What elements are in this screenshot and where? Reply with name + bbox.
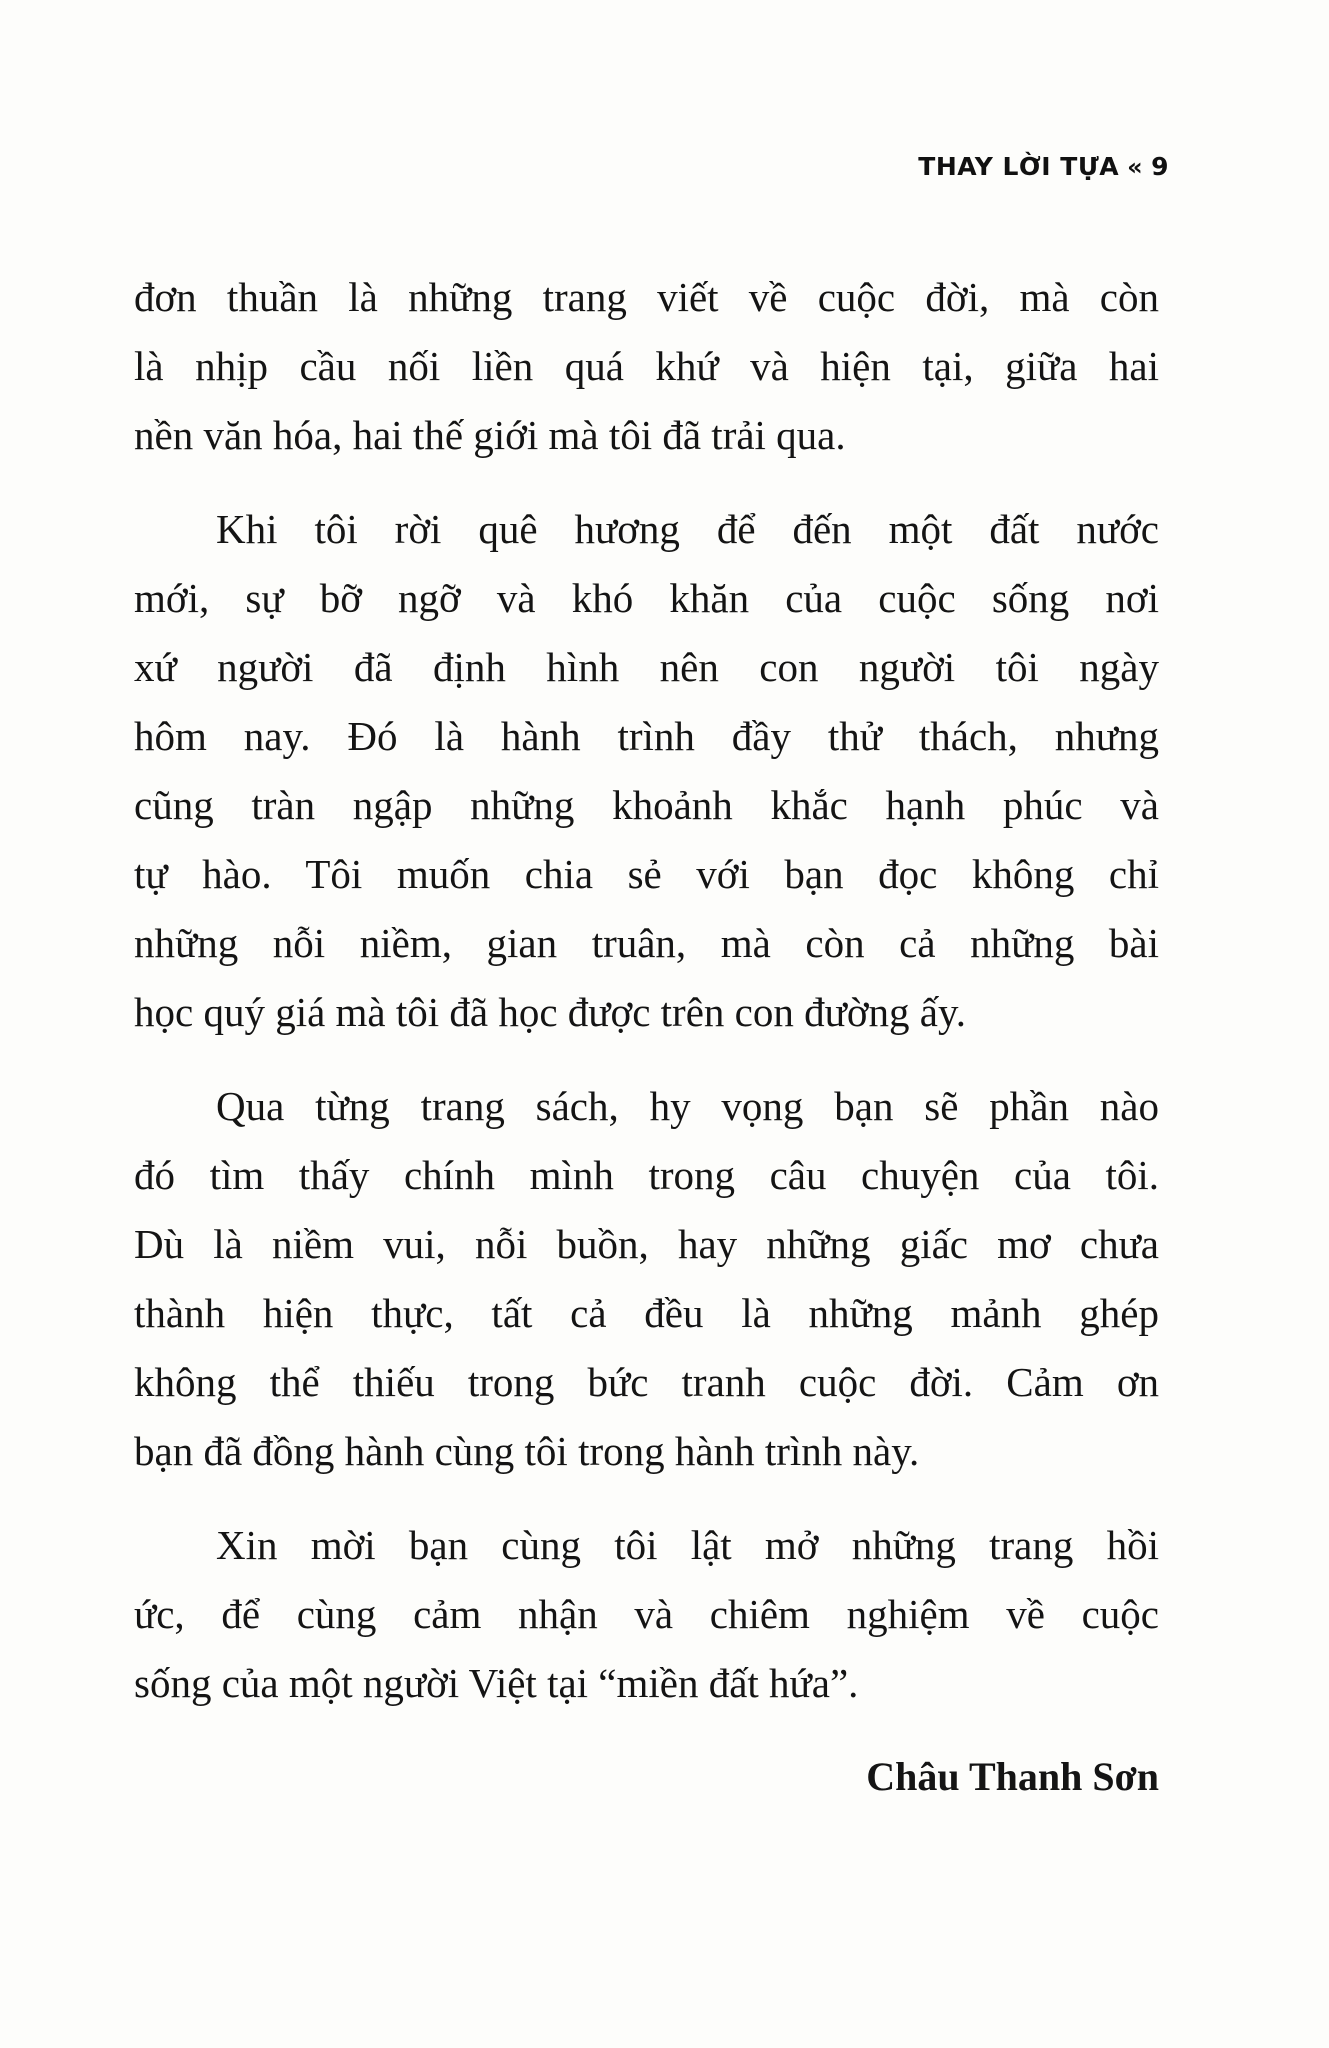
text-line: nền văn hóa, hai thế giới mà tôi đã trải qua. bbox=[134, 412, 846, 458]
running-header bbox=[918, 152, 1169, 181]
text-line: xứ người đã định hình nên con người tôi ngày bbox=[134, 644, 1159, 690]
text-line: đó tìm thấy chính mình trong câu chuyện của tôi. bbox=[134, 1152, 1159, 1198]
section-title: THAY LỜI TỰA bbox=[918, 152, 1120, 181]
page-marker-icon: « bbox=[1127, 152, 1144, 181]
text-line: cũng tràn ngập những khoảnh khắc hạnh phúc và bbox=[134, 782, 1159, 828]
text-line: hôm nay. Đó là hành trình đầy thử thách, nhưng bbox=[134, 713, 1159, 759]
text-line: những nỗi niềm, gian truân, mà còn cả những bài bbox=[134, 920, 1159, 966]
body-text bbox=[134, 263, 1159, 1718]
paragraph bbox=[134, 495, 1159, 1047]
page-number: 9 bbox=[1151, 152, 1169, 181]
text-line: không thể thiếu trong bức tranh cuộc đời. Cảm ơn bbox=[134, 1359, 1159, 1405]
text-line: Khi tôi rời quê hương để đến một đất nước bbox=[216, 506, 1159, 552]
text-line: Xin mời bạn cùng tôi lật mở những trang hồi bbox=[216, 1522, 1159, 1568]
text-line: đơn thuần là những trang viết về cuộc đời, mà còn bbox=[134, 274, 1159, 320]
text-line: bạn đã đồng hành cùng tôi trong hành trình này. bbox=[134, 1428, 920, 1474]
text-line: tự hào. Tôi muốn chia sẻ với bạn đọc không chỉ bbox=[134, 851, 1159, 897]
paragraph bbox=[134, 263, 1159, 470]
text-line: ức, để cùng cảm nhận và chiêm nghiệm về cuộc bbox=[134, 1591, 1159, 1637]
text-line: là nhịp cầu nối liền quá khứ và hiện tại, giữa hai bbox=[134, 343, 1159, 389]
text-line: thành hiện thực, tất cả đều là những mảnh ghép bbox=[134, 1290, 1159, 1336]
author-signature: Châu Thanh Sơn bbox=[866, 1754, 1159, 1799]
text-line: học quý giá mà tôi đã học được trên con đường ấy. bbox=[134, 989, 967, 1035]
text-line: Dù là niềm vui, nỗi buồn, hay những giấc mơ chưa bbox=[134, 1221, 1159, 1267]
paragraph bbox=[134, 1072, 1159, 1486]
text-line: mới, sự bỡ ngỡ và khó khăn của cuộc sống nơi bbox=[134, 575, 1159, 621]
text-line: sống của một người Việt tại “miền đất hứa”. bbox=[134, 1660, 859, 1706]
text-line: Qua từng trang sách, hy vọng bạn sẽ phần nào bbox=[216, 1083, 1159, 1129]
paragraph bbox=[134, 1511, 1159, 1718]
